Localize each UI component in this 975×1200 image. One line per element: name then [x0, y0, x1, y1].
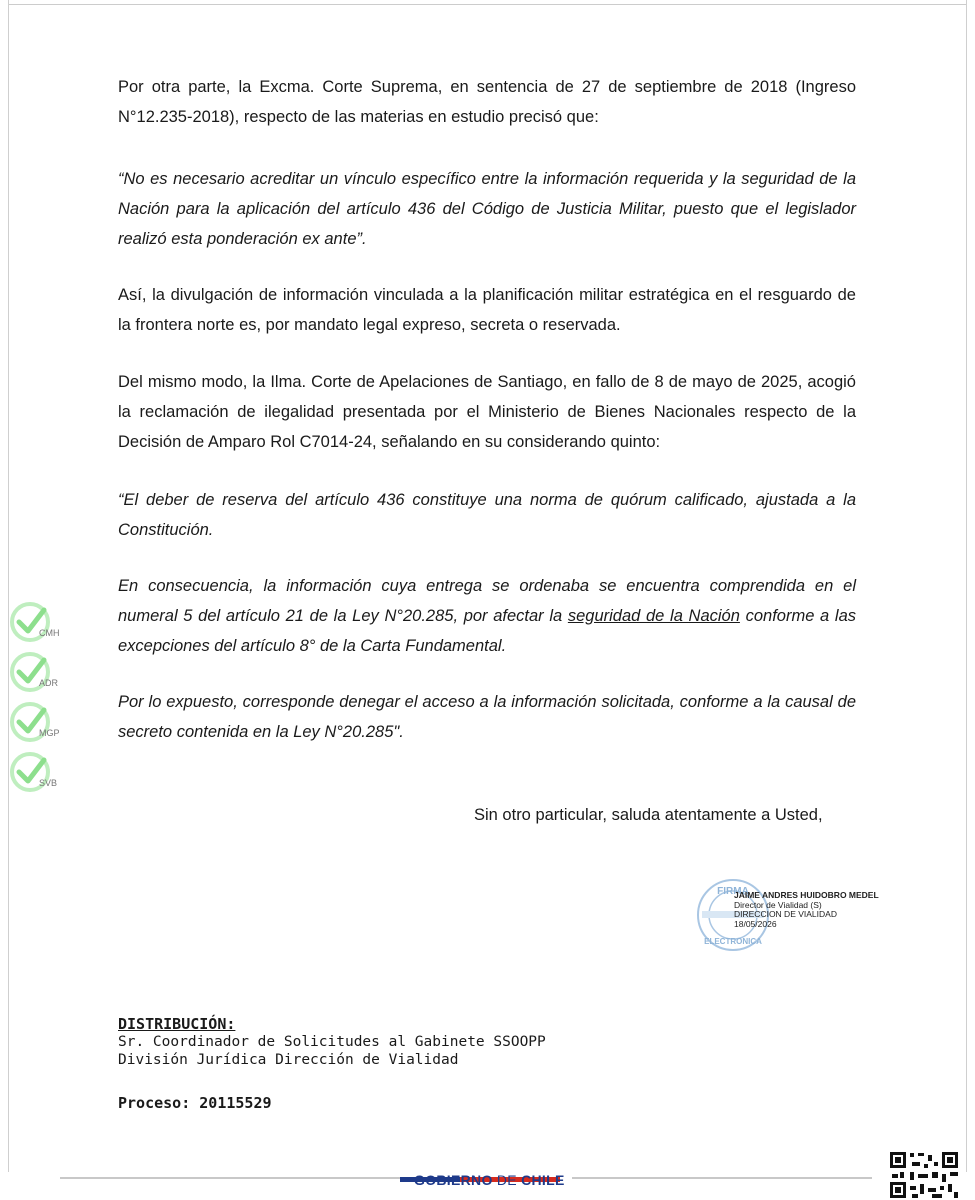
closing-salutation: Sin otro particular, saluda atentamente a Usted,: [474, 806, 823, 824]
quote-deber-reserva: “El deber de reserva del artículo 436 constituye una norma de quórum calificado, ajustada a la Constitución.: [118, 491, 856, 539]
logo-word-de: DE: [496, 1172, 517, 1188]
electronic-signature: [696, 876, 906, 956]
quote-consecuencia-part1: En consecuencia, la información cuya entrega se ordenaba se encuentra comprendida en el numeral 5 del artículo 21 de la Ley N°20.285, por afectar la: [118, 577, 856, 625]
initial-stamp-adr: [10, 648, 66, 698]
logo-word-gobierno: GOBIERNO: [414, 1172, 493, 1188]
process-number: Proceso: 20115529: [118, 1094, 272, 1112]
initial-stamp-svb: [10, 748, 66, 798]
initial-stamp-cmh: [10, 598, 66, 648]
paragraph-corte-suprema: Por otra parte, la Excma. Corte Suprema, en sentencia de 27 de septiembre de 2018 (Ingreso N°12.235-2018), respecto de las materias en estudio precisó que:: [118, 78, 856, 126]
quote-consecuencia: [118, 571, 856, 661]
check-circle-icon: [10, 748, 54, 796]
quote-corte-suprema: “No es necesario acreditar un vínculo específico entre la información requerida y la seguridad de la Nación para la aplicación del artículo 436 del Código de Justicia Militar, puesto que el legislador realizó esta ponderación ex ante”.: [118, 170, 856, 248]
initial-label: CMH: [39, 628, 60, 638]
initial-label: ADR: [39, 678, 59, 688]
check-circle-icon: [10, 598, 54, 646]
distribution-block: [118, 1015, 546, 1069]
signature-date: 18/05/2026: [734, 918, 777, 929]
quote-consecuencia-part2: conforme a las excepciones del artículo 8° de la Carta Fundamental.: [118, 607, 856, 655]
signer-role: Director de Vialidad (S): [734, 899, 822, 910]
footer-divider-left: [60, 1177, 400, 1179]
page-frame-right: [966, 0, 967, 1172]
check-circle-icon: [10, 648, 54, 696]
initial-stamp-mgp: [10, 698, 66, 748]
signer-name: JAIME ANDRES HUIDOBRO MEDEL: [734, 890, 879, 900]
gobierno-de-chile-text: [414, 1172, 565, 1188]
qr-code-icon: [888, 1150, 960, 1200]
distribution-item: División Jurídica Dirección de Vialidad: [118, 1052, 459, 1068]
page-frame-top: [8, 0, 967, 5]
signer-unit: DIRECCION DE VIALIDAD: [734, 909, 837, 919]
distribution-title: DISTRIBUCIÓN:: [118, 1015, 236, 1033]
svg-text:FIRMA: FIRMA: [717, 886, 749, 897]
distribution-item: Sr. Coordinador de Solicitudes al Gabinete SSOOPP: [118, 1034, 546, 1050]
gobierno-de-chile-logo: [400, 1166, 572, 1200]
paragraph-corte-apelaciones: Del mismo modo, la Ilma. Corte de Apelaciones de Santiago, en fallo de 8 de mayo de 2025, acogió la reclamación de ilegalidad presentada por el Ministerio de Bienes Nacionales respecto de la Decisión de Amparo Rol C7014-24, señalando en su considerando quinto:: [118, 373, 856, 451]
svg-text:ELECTRONICA: ELECTRONICA: [704, 937, 762, 946]
underlined-seguridad-nacion: seguridad de la Nación: [567, 607, 740, 625]
check-circle-icon: [10, 698, 54, 746]
paragraph-divulgacion: Así, la divulgación de información vinculada a la planificación militar estratégica en el resguardo de la frontera norte es, por mandato legal expreso, secreta o reservada.: [118, 286, 856, 334]
initial-label: SVB: [39, 778, 58, 788]
page-frame-left: [8, 0, 9, 1172]
quote-conclusion: Por lo expuesto, corresponde denegar el acceso a la información solicitada, conforme a la causal de secreto contenida en la Ley N°20.285".: [118, 693, 856, 741]
logo-word-chile: CHILE: [521, 1172, 565, 1188]
footer-divider-right: [572, 1177, 872, 1179]
signature-details: [734, 891, 879, 929]
initial-label: MGP: [39, 728, 60, 738]
